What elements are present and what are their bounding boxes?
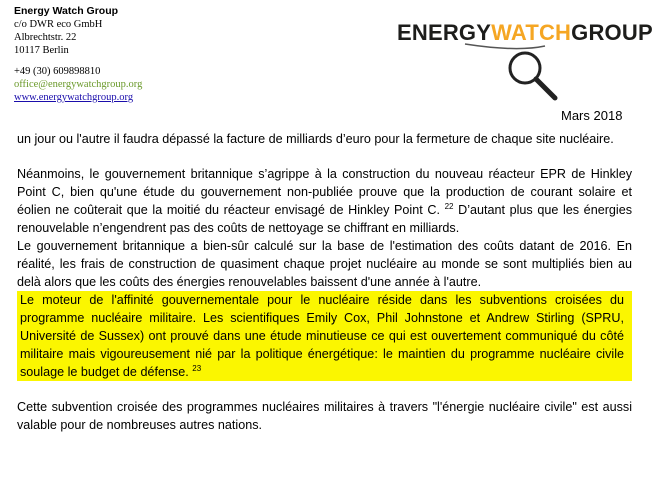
paragraph-2 — [17, 165, 632, 237]
paragraph-2-tail: D’autant plus que les énergies renouvelable n’engendrent pas des coûts de nettoyage se chiffrant en milliards. — [17, 203, 632, 235]
phone-number: +49 (30) 609898810 — [14, 66, 101, 77]
paragraph-5: Cette subvention croisée des programmes nucléaires militaires à travers "l'énergie nucléaire civile" est aussi valable pour de nombreuses autres nations. — [17, 400, 632, 432]
paragraph-4-text: Le moteur de l'affinité gouvernementale pour le nucléaire réside dans les subventions croisées du programme nucléaire militaire. Les scientifiques Emily Cox, Phil Johnstone et Andrew Stirling (SPRU, Université de Sussex) ont prouvé dans une étude minutieuse ce qui est ouvertement communiqué du côté militaire mais vigoureusement nié par la politique énergétique: le maintien du programme nucléaire civile soulage le budget de défense. — [20, 293, 624, 379]
paragraph-3: Le gouvernement britannique a bien-sûr calculé sur la base de l'estimation des coûts datant de 2016. En réalité, les frais de construction de quasiment chaque projet nucléaire au monde se sont multipliés bien au delà alors que les coûts des énergies renouvelables baissent d'une année à l'autre. — [17, 239, 632, 289]
energy-watch-group-logo — [397, 14, 653, 104]
address-line-3: 10117 Berlin — [14, 45, 69, 56]
logo-part-watch: WATCH — [491, 20, 572, 45]
document-body — [17, 130, 632, 434]
footnote-22[interactable]: 22 — [444, 201, 454, 211]
highlighted-paragraph — [17, 291, 632, 381]
org-name: Energy Watch Group — [14, 5, 119, 17]
logo-part-group: GROUP — [571, 20, 653, 45]
paragraph-1: un jour ou l'autre il faudra dépassé la facture de milliards d’euro pour la fermeture de chaque site nucléaire. — [17, 132, 614, 146]
magnifying-glass-icon — [457, 42, 567, 112]
address-line-1: c/o DWR eco GmbH — [14, 19, 103, 30]
document-date: Mars 2018 — [561, 108, 623, 123]
email-address[interactable]: office@energywatchgroup.org — [14, 79, 143, 90]
website-link[interactable]: www.energywatchgroup.org — [14, 92, 134, 103]
address-line-2: Albrechtstr. 22 — [14, 32, 77, 43]
logo-part-energy: ENERGY — [397, 20, 492, 45]
sender-address — [14, 5, 142, 104]
footnote-23[interactable]: 23 — [192, 363, 202, 373]
paragraph-2-text: Néanmoins, le gouvernement britannique s’agrippe à la construction du nouveau réacteur EPR de Hinkley Point C, bien qu'une étude du gouvernement non-publiée prouve que la production de courant solaire et éolien ne coûterait que la moitié du réacteur envisagé de Hinkley Point C. — [17, 167, 632, 217]
